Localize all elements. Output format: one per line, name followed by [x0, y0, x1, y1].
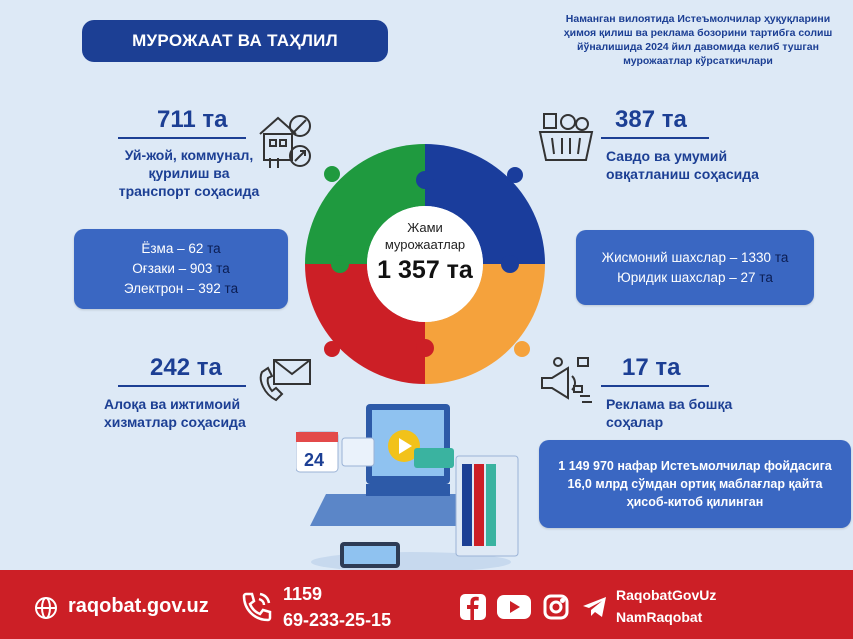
- advertising-count: 17 та: [622, 354, 681, 381]
- trade-count: 387 та: [615, 106, 687, 133]
- laptop-illustration: [296, 402, 526, 583]
- subtitle-line: ҳимоя қилиш ва реклама бозорини тартибга солиш: [563, 27, 833, 39]
- submission-type-row: Оғзаки – 903 та: [132, 261, 230, 276]
- subtitle: [548, 12, 848, 68]
- social-handle-1[interactable]: RaqobatGovUz: [616, 587, 717, 603]
- advertising-rule: [601, 385, 709, 387]
- svg-text:24: 24: [304, 450, 325, 470]
- housing-label-line: транспорт соҳасида: [118, 183, 260, 199]
- subtitle-line: йўналишида 2024 йил давомида келиб тушган: [577, 41, 819, 53]
- website-link[interactable]: raqobat.gov.uz: [68, 595, 209, 617]
- trade-label: [606, 147, 806, 183]
- communication-label: [104, 395, 274, 431]
- center-label: [365, 219, 485, 253]
- refund-line: ҳисоб-китоб қилинган: [626, 495, 764, 509]
- center-label-line: Жами: [407, 220, 443, 235]
- center-total: 1 357 та: [377, 256, 473, 284]
- refund-line: 1 149 970 нафар Истеъмолчилар фойдасига: [558, 459, 832, 473]
- submission-types-box: [74, 229, 288, 309]
- trade-label-line: Савдо ва умумий: [606, 148, 728, 164]
- housing-label-line: Уй-жой, коммунал,: [124, 147, 254, 163]
- housing-rule: [118, 137, 246, 139]
- facebook-icon[interactable]: [460, 594, 486, 620]
- applicant-type-row: Жисмоний шахслар – 1330 та: [601, 249, 789, 265]
- social-handles: [616, 584, 716, 628]
- center-label-line: мурожаатлар: [384, 237, 466, 252]
- advertising-label-line: Реклама ва бошқа: [606, 396, 733, 412]
- applicant-type-row: Юридик шахслар – 27 та: [617, 269, 773, 285]
- refund-box: [539, 440, 851, 528]
- page-title: МУРОЖААТ ВА ТАҲЛИЛ: [82, 20, 388, 62]
- submission-type-row: Ёзма – 62 та: [141, 241, 221, 256]
- instagram-icon[interactable]: [543, 594, 569, 620]
- housing-label-line: қурилиш ва: [148, 165, 230, 181]
- communication-count: 242 та: [150, 354, 222, 381]
- refund-line: 16,0 млрд сўмдан ортиқ маблағлар қайта: [567, 477, 823, 491]
- phone-short[interactable]: 1159: [283, 584, 323, 604]
- phone-numbers: [283, 581, 391, 633]
- youtube-icon[interactable]: [497, 594, 531, 620]
- advertising-label: [606, 395, 806, 431]
- communication-label-line: хизматлар соҳасида: [104, 414, 246, 430]
- telegram-icon[interactable]: [582, 595, 608, 619]
- advertising-label-line: соҳалар: [606, 414, 664, 430]
- phone-long[interactable]: 69-233-25-15: [283, 610, 392, 630]
- globe-icon: [34, 596, 58, 620]
- housing-count: 711 та: [157, 106, 228, 133]
- submission-type-row: Электрон – 392 та: [123, 281, 239, 296]
- housing-label: [104, 146, 274, 200]
- applicant-types-box: [576, 230, 814, 305]
- subtitle-line: мурожаатлар кўрсаткичлари: [623, 55, 773, 67]
- communication-rule: [118, 385, 246, 387]
- subtitle-line: Наманган вилоятида Истеъмолчилар ҳуқуқларини: [565, 13, 831, 25]
- trade-label-line: овқатланиш соҳасида: [606, 166, 759, 182]
- communication-label-line: Алоқа ва ижтимоий: [104, 396, 241, 412]
- phone-icon: [240, 590, 272, 622]
- social-handle-2[interactable]: NamRaqobat: [616, 609, 703, 625]
- trade-rule: [601, 137, 709, 139]
